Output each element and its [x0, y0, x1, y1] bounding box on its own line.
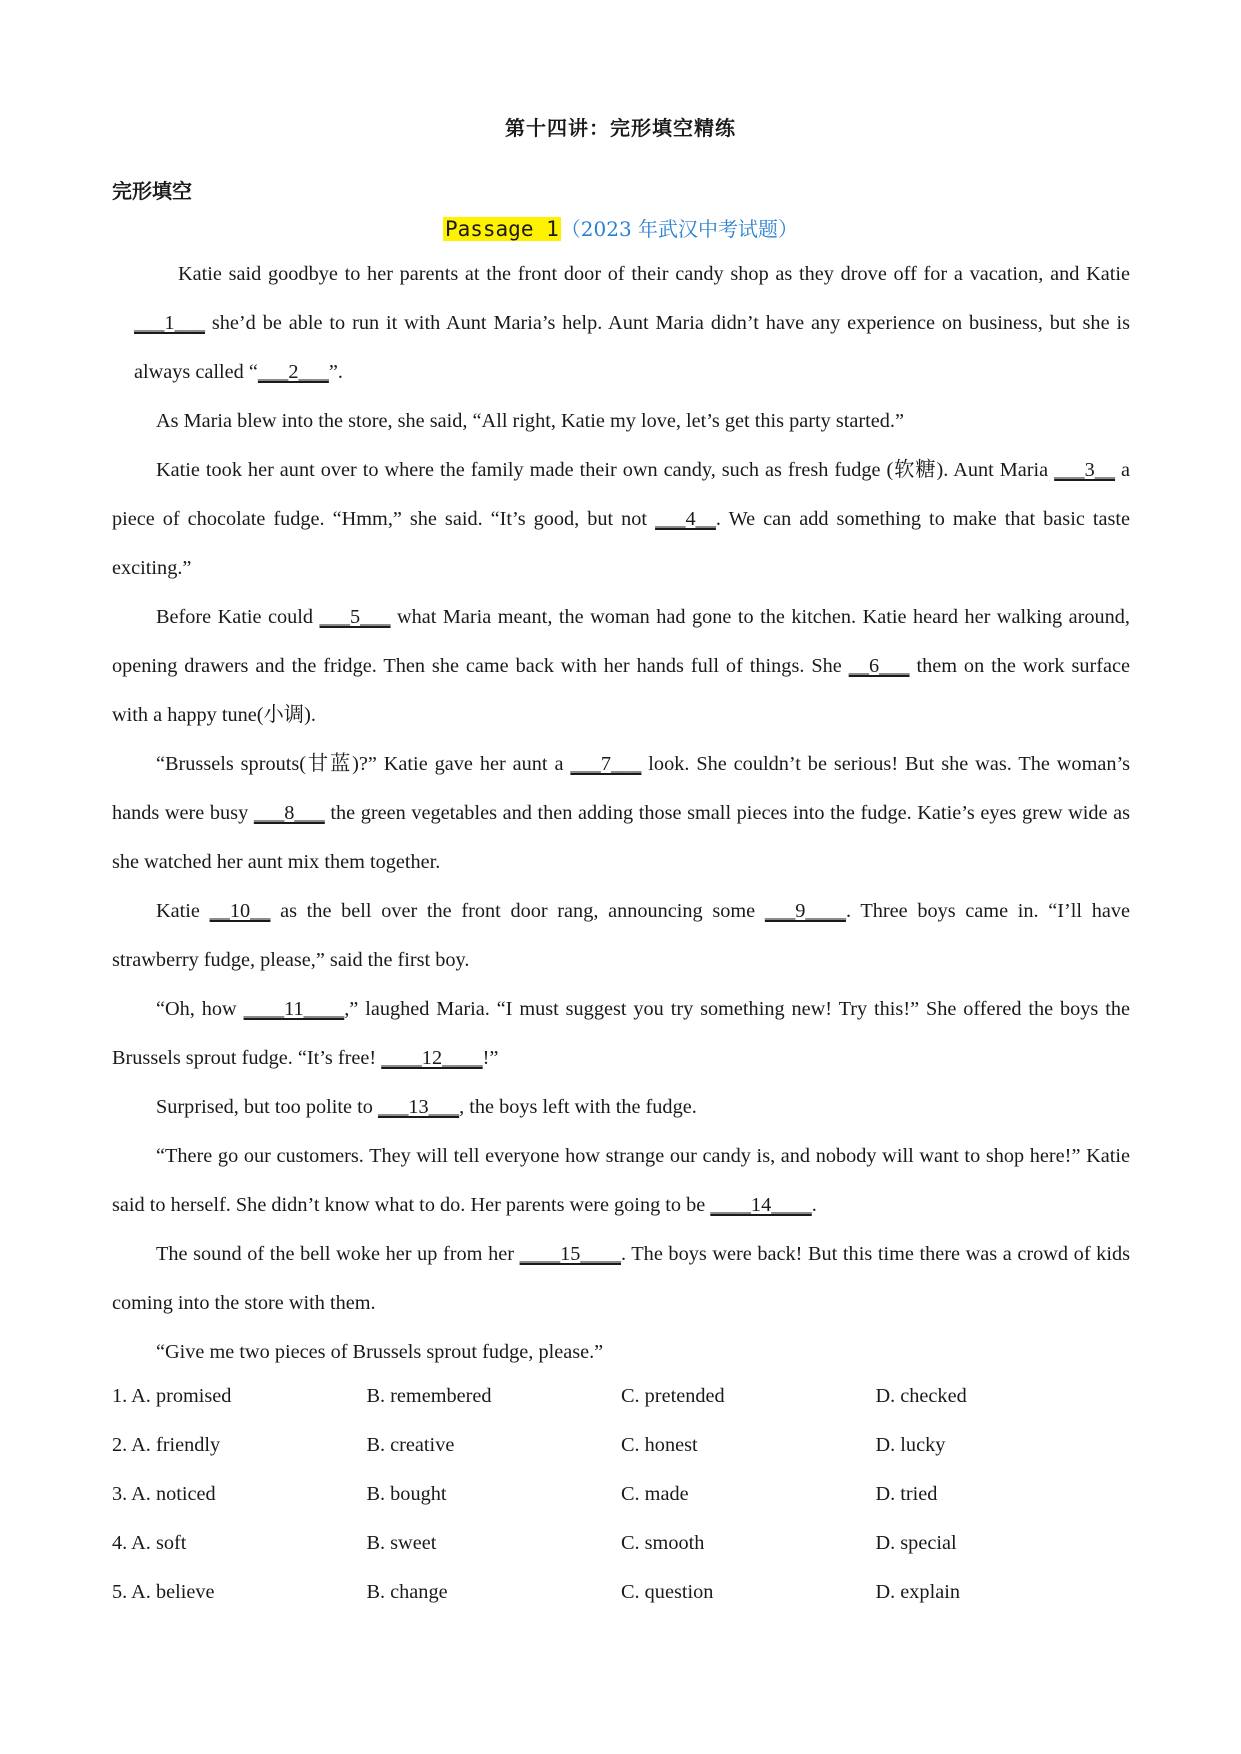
answer-blank: ___8___ — [253, 802, 325, 824]
option-choice: 3. A. noticed — [112, 1483, 216, 1505]
paragraph-text: Surprised, but too polite to — [156, 1096, 378, 1118]
paragraph-text: The sound of the bell woke her up from her — [156, 1243, 520, 1265]
passage-source: （2023 年武汉中考试题） — [560, 217, 799, 241]
option-choice: 5. A. believe — [112, 1581, 215, 1603]
answer-blank: ___1___ — [134, 312, 205, 334]
passage-paragraph — [112, 250, 1130, 397]
answer-blank: ___2___ — [257, 361, 329, 383]
option-choice: C. pretended — [621, 1385, 725, 1407]
option-choice: C. question — [621, 1581, 714, 1603]
passage-paragraph — [112, 1132, 1130, 1230]
option-choice: B. change — [366, 1581, 448, 1603]
option-choice: B. bought — [366, 1483, 447, 1505]
paragraph-text: Before Katie could — [156, 606, 320, 628]
passage-paragraph — [112, 446, 1130, 593]
answer-options — [112, 1372, 1130, 1617]
answer-blank: ___3__ — [1054, 459, 1116, 481]
paragraph-text: As Maria blew into the store, she said, “All right, Katie my love, let’s get this party started.” — [156, 410, 904, 432]
paragraph-text: the green vegetables and then adding those small pieces into the fudge. Katie’s eyes grew wide as she watched her aunt mix them together. — [112, 802, 1130, 873]
option-row — [112, 1470, 1130, 1519]
passage-paragraph — [112, 1328, 1130, 1377]
answer-blank: __10__ — [209, 900, 271, 922]
option-choice: B. sweet — [366, 1532, 437, 1554]
passage-header — [0, 213, 1241, 242]
passage-paragraph — [112, 1230, 1130, 1328]
paragraph-text: she’d be able to run it with Aunt Maria’s help. Aunt Maria didn’t have any experience on business, but she is always called “ — [134, 312, 1130, 383]
answer-blank: ____12____ — [381, 1047, 483, 1069]
option-choice: 2. A. friendly — [112, 1434, 221, 1456]
answer-blank: ___5___ — [319, 606, 391, 628]
option-choice: 1. A. promised — [112, 1385, 232, 1407]
option-choice: D. lucky — [875, 1434, 946, 1456]
section-title: 完形填空 — [112, 179, 192, 203]
answer-blank: __6___ — [848, 655, 910, 677]
paragraph-text: a piece of chocolate fudge. “Hmm,” she said. “It’s good, but not — [112, 459, 1130, 530]
answer-blank: ____11____ — [243, 998, 345, 1020]
paragraph-text: . Three boys came in. “I’ll have strawberry fudge, please,” said the first boy. — [112, 900, 1131, 971]
paragraph-text: ”. — [328, 361, 343, 383]
option-row — [112, 1519, 1130, 1568]
paragraph-text: , the boys left with the fudge. — [459, 1096, 697, 1118]
answer-blank: ___7___ — [570, 753, 642, 775]
option-choice: D. checked — [875, 1385, 967, 1407]
answer-blank: ___13___ — [377, 1096, 460, 1118]
paragraph-text: “Brussels sprouts(甘蓝)?” Katie gave her aunt a — [156, 753, 571, 775]
answer-blank: ____15____ — [519, 1243, 621, 1265]
paragraph-text: . We can add something to make that basic taste exciting.” — [112, 508, 1131, 579]
paragraph-text: . — [811, 1194, 817, 1216]
option-choice: D. explain — [875, 1581, 960, 1603]
passage-paragraph — [112, 593, 1130, 740]
paragraph-text: Katie — [156, 900, 210, 922]
paragraph-text: !” — [482, 1047, 499, 1069]
option-choice: B. creative — [366, 1434, 455, 1456]
option-row — [112, 1372, 1130, 1421]
paragraph-text: “Give me two pieces of Brussels sprout fudge, please.” — [156, 1341, 604, 1363]
page-title: 第十四讲：完形填空精练 — [505, 116, 736, 140]
passage-paragraph — [112, 740, 1130, 887]
paragraph-text: them on the work surface with a happy tune(小调). — [112, 655, 1130, 726]
paragraph-text: “Oh, how — [156, 998, 244, 1020]
passage-body — [112, 250, 1130, 1377]
passage-label: Passage 1 — [444, 217, 559, 241]
paragraph-text: Katie said goodbye to her parents at the front door of their candy shop as they drove off for a vacation, and Katie — [178, 263, 1130, 285]
paragraph-text: what Maria meant, the woman had gone to the kitchen. Katie heard her walking around, opening drawers and the fridge. Then she came back with her hands full of things. She — [112, 606, 1130, 677]
paragraph-text: . The boys were back! But this time there was a crowd of kids coming into the store with them. — [112, 1243, 1130, 1314]
passage-paragraph — [112, 397, 1130, 446]
paragraph-text: Katie took her aunt over to where the family made their own candy, such as fresh fudge (软糖). Aunt Maria — [156, 459, 1055, 481]
paragraph-text: look. She couldn’t be serious! But she was. The woman’s hands were busy — [112, 753, 1131, 824]
passage-paragraph — [112, 1083, 1130, 1132]
option-choice: D. special — [875, 1532, 957, 1554]
answer-blank: ____14____ — [710, 1194, 812, 1216]
option-choice: 4. A. soft — [112, 1532, 187, 1554]
answer-blank: ___9____ — [764, 900, 846, 922]
passage-paragraph — [112, 887, 1130, 985]
paragraph-text: “There go our customers. They will tell everyone how strange our candy is, and nobody will want to shop here!” Katie said to herself. She didn’t know what to do. Her parents were going to be — [112, 1145, 1130, 1216]
option-choice: B. remembered — [366, 1385, 492, 1407]
answer-blank: ___4__ — [655, 508, 716, 530]
option-row — [112, 1421, 1130, 1470]
passage-paragraph — [112, 985, 1130, 1083]
option-choice: D. tried — [875, 1483, 938, 1505]
option-choice: C. made — [621, 1483, 689, 1505]
paragraph-text: ,” laughed Maria. “I must suggest you try something new! Try this!” She offered the boys the Brussels sprout fudge. “It’s free! — [112, 998, 1130, 1069]
option-row — [112, 1568, 1130, 1617]
paragraph-text: as the bell over the front door rang, announcing some — [270, 900, 765, 922]
option-choice: C. honest — [621, 1434, 698, 1456]
option-choice: C. smooth — [621, 1532, 705, 1554]
